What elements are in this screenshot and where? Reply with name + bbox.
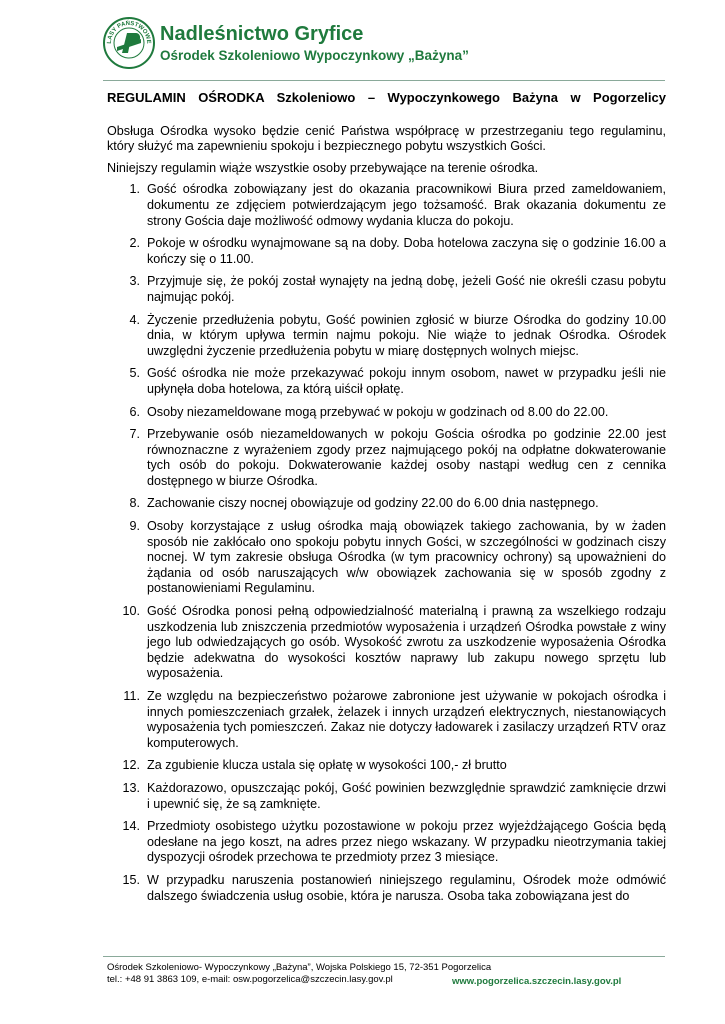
rule-item [107, 274, 666, 305]
rule-number: 6. [129, 404, 140, 419]
rule-number: 12. [122, 758, 140, 773]
page-header [103, 14, 665, 76]
rule-item [107, 496, 666, 512]
rule-item [107, 781, 666, 812]
rule-number: 2. [129, 236, 140, 251]
rule-number: 5. [129, 366, 140, 381]
rule-item [107, 366, 666, 397]
rule-text: Za zgubienie klucza ustala się opłatę w wysokości 100,- zł brutto [147, 758, 507, 773]
footer-divider [103, 956, 665, 957]
rule-item [107, 427, 666, 489]
rule-number: 7. [129, 427, 140, 442]
rule-item [107, 313, 666, 360]
rule-item [107, 689, 666, 751]
intro-paragraph: Niniejszy regulamin wiąże wszystkie osoby przebywające na terenie ośrodka. [107, 160, 539, 175]
rule-number: 13. [122, 780, 140, 795]
document-title: REGULAMIN OŚRODKA Szkoleniowo – Wypoczynkowego Bażyna w Pogorzelicy [107, 90, 666, 105]
rule-item [107, 405, 666, 421]
rule-number: 9. [129, 519, 140, 534]
rule-text: Przyjmuje się, że pokój został wynajęty na jedną dobę, jeżeli Gość nie określi czasu pobytu najmując pokój. [147, 274, 666, 304]
rule-text: Zachowanie ciszy nocnej obowiązuje od godziny 22.00 do 6.00 dnia następnego. [147, 496, 599, 511]
org-subtitle: Ośrodek Szkoleniowo Wypoczynkowy „Bażyna” [160, 48, 469, 63]
rule-text: Osoby korzystające z usług ośrodka mają obowiązek takiego zachowania, by w żaden sposób nie zakłócało ono spokoju pobytu innych Gości, w szczególności w godzinach ciszy nocnej. W tym zakresie obsługa Ośrodka (w tym pracownicy ochrony) są upoważnieni do żądania od osób naruszających w/w obowiązek zachowania się w sposób zgodny z postanowieniami Regulaminu. [147, 519, 666, 596]
rule-number: 14. [122, 819, 140, 834]
rule-text: Osoby niezameldowane mogą przebywać w pokoju w godzinach od 8.00 do 22.00. [147, 404, 609, 419]
rule-item [107, 873, 666, 904]
rule-number: 8. [129, 496, 140, 511]
rule-text: Gość ośrodka nie może przekazywać pokoju innym osobom, nawet w przypadku jeśli nie upłynęła doba hotelowa, za którą uiścił opłatę. [147, 366, 666, 396]
footer-phone-email: tel.: +48 91 3863 109, e-mail: osw.pogorzelica@szczecin.lasy.gov.pl [107, 974, 393, 985]
rule-item [107, 182, 666, 229]
rule-number: 3. [129, 274, 140, 289]
rule-text: Gość ośrodka zobowiązany jest do okazania pracownikowi Biura przed zameldowaniem, dokumentu ze zdjęciem potwierdzającym jego tożsamość. Brak okazania dokumentu ze strony Gościa daje możliwość odmowy wydania klucza do pokoju. [147, 182, 666, 228]
regulations-document [107, 90, 666, 911]
rule-text: W przypadku naruszenia postanowień niniejszego regulaminu, Ośrodek może odmówić dalszego świadczenia usług osobie, która je narusza. Osoba taka zobowiązana jest do [147, 872, 666, 903]
footer-contact [107, 962, 491, 986]
rule-text: Życzenie przedłużenia pobytu, Gość powinien zgłosić w biurze Ośrodka do godziny 10.00 dnia, w którym upływa termin najmu pokoju. Nie wiąże to jednak Ośrodka. Ośrodek uwzględni życzenie przedłużenia pobytu w miarę dostępnych wolnych miejsc. [147, 312, 666, 358]
rule-number: 4. [129, 312, 140, 327]
rule-item [107, 819, 666, 866]
rule-item [107, 604, 666, 682]
rule-text: Gość Ośrodka ponosi pełną odpowiedzialność materialną i prawną za wszelkiego rodzaju uszkodzenia lub zniszczenia przedmiotów wyposażenia i urządzeń Ośrodka powstałe z winy jego lub odwiedzających go osób. Wysokość zwrotu za uszkodzenie wyposażenia Ośrodka będzie adekwatna do wysokości kosztów naprawy lub zakupu nowego sprzętu lub wyposażenia. [147, 604, 666, 681]
rules-list [107, 182, 666, 904]
footer-website-link[interactable]: www.pogorzelica.szczecin.lasy.gov.pl [452, 976, 622, 987]
rule-item [107, 758, 666, 774]
rule-item [107, 519, 666, 597]
rule-text: Pokoje w ośrodku wynajmowane są na doby. Doba hotelowa zaczyna się o godzinie 16.00 a kończy się o 11.00. [147, 236, 666, 266]
rule-number: 15. [122, 872, 140, 887]
rule-number: 1. [129, 182, 140, 197]
rule-text: Przedmioty osobistego użytku pozostawione w pokoju przez wyjeżdżającego Gościa będą odesłane na jego koszt, na adres przez niego wskazany. W przypadku nieotrzymania takiej dyspozycji ośrodek przechowa te przedmioty przez 3 miesiące. [147, 819, 666, 865]
org-name: Nadleśnictwo Gryfice [160, 23, 364, 45]
rule-item [107, 236, 666, 267]
logo-text: LASY PAŃSTWOWE [106, 20, 152, 44]
rule-number: 10. [122, 604, 140, 619]
lasy-panstwowe-logo-icon [103, 17, 155, 69]
rule-number: 11. [123, 689, 140, 703]
rule-text: Każdorazowo, opuszczając pokój, Gość powinien bezwzględnie sprawdzić zamknięcie drzwi i upewnić się, że są zamknięte. [147, 780, 666, 811]
intro-paragraph: Obsługa Ośrodka wysoko będzie cenić Państwa współpracę w przestrzeganiu tego regulaminu, który służyć ma zapewnieniu spokoju i bezpiecznego pobytu wszystkich Gości. [107, 123, 666, 154]
header-divider [103, 80, 665, 81]
rule-text: Ze względu na bezpieczeństwo pożarowe zabronione jest używanie w pokojach ośrodka i innych pomieszczeniach grzałek, żelazek i innych urządzeń elektrycznych, niestanowiących wyposażenia tych pomieszczeń. Zakaz nie dotyczy ładowarek i zasilaczy urządzeń RTV oraz komputerowych. [147, 689, 666, 750]
footer-address: Ośrodek Szkoleniowo- Wypoczynkowy „Bażyna”, Wojska Polskiego 15, 72-351 Pogorzelica [107, 962, 492, 973]
rule-text: Przebywanie osób niezameldowanych w pokoju Gościa ośrodka po godzinie 22.00 jest równoznaczne z wyrażeniem zgody przez najmującego pokój na odpłatne dokwaterowanie tych osób do pokoju. Dokwaterowanie każdej osoby nastąpi według cen z cennika dostępnego w biurze Ośrodka. [147, 427, 666, 488]
